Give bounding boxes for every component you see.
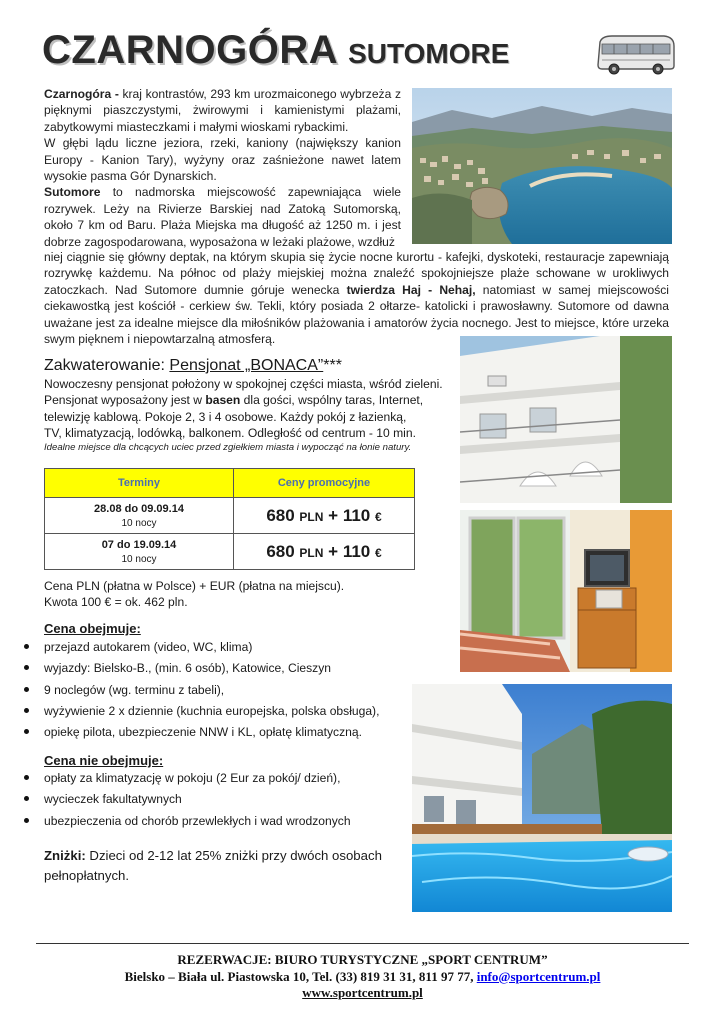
bullet-icon [24,729,29,734]
discounts-description: Dzieci od 2-12 lat 25% zniżki przy dwóch osobach pełnopłatnych. [44,848,382,883]
title-country: CZARNOGÓRA [42,28,339,72]
intro-country-text: kraj kontrastów, 293 km urozmaiconego wybrzeża z pięknymi piaszczystymi, żwirowymi i kamienistymi plażami, zabytkowymi miasteczkami i małymi wioskami rybackimi. [44,87,401,134]
list-item [22,813,402,834]
table-header-prices: Ceny promocyjne [234,469,415,498]
footer-divider [36,943,689,944]
pension-stars: *** [323,357,342,374]
accommodation-desc-line: Pensjonat wyposażony jest w [44,393,206,408]
accommodation-desc-line: TV, klimatyzacją, lodówką, balkonem. Odległość od centrum - 10 min. [44,426,416,441]
currency-rate-text: Kwota 100 € = ok. 462 pln. [44,595,188,610]
term-nights: 10 nocy [121,517,157,529]
pension-building-photo [460,336,672,503]
accommodation-description [44,376,454,442]
price-cell [234,534,415,570]
intro-fortress-label: twierdza Haj - Nehaj, [346,282,476,297]
bullet-icon [24,818,29,823]
price-includes-heading: Cena obejmuje: [44,621,141,636]
price-excludes-heading: Cena nie obejmuje: [44,753,164,768]
discounts-text [44,846,394,886]
term-dates: 07 do 19.09.14 [101,538,177,551]
intro-text [44,86,401,250]
page-title [42,28,602,78]
accommodation-desc-line: telewizję kablową. Pokoje 2, 3 i 4 osobowe. Każdy pokój z łazienką, [44,409,407,424]
bullet-icon [24,665,29,670]
currency-note [44,578,404,611]
price-eur: 110 [342,541,371,561]
list-item-text: wyżywienie 2 x dziennie (kuchnia europejska, polska obsługa), [44,703,380,718]
price-plus: + [328,541,339,561]
list-item [22,724,402,745]
list-item [22,770,402,791]
intro-country-label: Czarnogóra - [44,87,119,101]
currency-eur: € [375,509,382,524]
footer-address: Bielsko – Biała ul. Piastowska 10, Tel. (33) 819 31 31, 811 97 77, [124,968,477,984]
accommodation-desc-line: Nowoczesny pensjonat położony w spokojnej części miasta, wśród zieleni. [44,377,443,391]
list-item [22,703,402,724]
currency-pln: PLN [299,545,324,560]
price-eur: 110 [342,505,371,525]
sutomore-coast-photo [412,88,672,244]
accommodation-desc-line: dla gości, wspólny taras, Internet, [240,393,424,408]
list-item [22,791,402,812]
bus-icon [594,32,678,76]
accommodation-heading [44,357,342,375]
discounts-label: Zniżki: [44,848,86,863]
footer-email-link[interactable]: info@sportcentrum.pl [476,968,601,984]
bullet-icon [24,708,29,713]
room-interior-photo [460,510,672,672]
intro-continued-text [44,249,669,347]
pension-name: Pensjonat „BONACA” [169,357,324,374]
term-cell [45,534,234,570]
list-item-text: opiekę pilota, ubezpieczenie NNW i KL, opłatę klimatyczną. [44,725,362,740]
price-includes-list [22,639,402,745]
currency-payment-text: Cena PLN (płatna w Polsce) + EUR (płatna na miejscu). [44,579,345,593]
list-item-text: wycieczek fakultatywnych [44,792,182,807]
table-header-terms: Terminy [45,469,234,498]
accommodation-label: Zakwaterowanie: [44,357,170,374]
intro-town-text: to nadmorska miejscowość zapewniająca wiele rozrywek. Leży na Rivierze Barskiej nad Zatoką Sutomorską, około 7 km od Baru. Plaża Miejska ma długość aż 1250 m. i jest dobrze zagospodarowana, wyposażona w leżaki plażowe, wzdłuż [44,185,401,249]
intro-town-label: Sutomore [44,185,101,200]
list-item [22,639,402,660]
price-plus: + [328,505,339,525]
table-row [45,498,415,534]
list-item-text: ubezpieczenia od chorób przewlekłych i wad wrodzonych [44,813,351,828]
intro-promenade-text: niej ciągnie się główny deptak, na którym skupia się życie nocne kurortu - kafejki, dyskoteki, restauracje zapewniają rozrywkę każdemu. Na północ od plaży miejskiej można znaleźć spokojniejsze plaże schowane w urokliwych zatoczkach. Nad Sutomore dumnie góruje wenecka [44,250,669,297]
price-pln: 680 [266,505,295,525]
list-item-text: wyjazdy: Bielsko-B., (min. 6 osób), Katowice, Cieszyn [44,661,331,676]
list-item [22,660,402,681]
price-table [44,468,415,570]
term-dates: 28.08 do 09.09.14 [94,502,184,515]
pool-label: basen [205,393,241,408]
swimming-pool-photo [412,684,672,912]
table-row [45,534,415,570]
term-cell [45,498,234,534]
intro-church-text: natomiast w samej miejscowości ciekawostką jest kościół - cerkiew św. Tekli, który posiada 2 ołtarze- katolicki i prawosławny. Sutomore od dawna uważane jest za idealne miejsce dla miłośników plażowania i amatorów życia nocnego. Jest to miejsce, które urzeka swym pięknem i niepowtarzalną atmosferą. [44,282,669,347]
footer [36,952,689,1002]
bullet-icon [24,687,29,692]
currency-pln: PLN [299,509,324,524]
title-town: SUTOMORE [348,38,510,69]
price-excludes-list [22,770,402,834]
bullet-icon [24,796,29,801]
bullet-icon [24,775,29,780]
list-item-text: przejazd autokarem (video, WC, klima) [44,640,253,654]
footer-reservations: REZERWACJE: BIURO TURYSTYCZNE „SPORT CENTRUM” [177,952,548,967]
bullet-icon [24,644,29,649]
price-cell [234,498,415,534]
list-item-text: opłaty za klimatyzację w pokoju (2 Eur za pokój/ dzień), [44,771,341,785]
intro-inland-text: W głębi lądu liczne jeziora, rzeki, kaniony (największy kanion Europy - Kanion Tary), wyżyny oraz zaśnieżone nawet latem wysokie pasma Gór Dynarskich. [44,136,401,184]
list-item-text: 9 noclegów (wg. terminu z tabeli), [44,682,225,697]
price-pln: 680 [266,541,295,561]
footer-website-link[interactable]: www.sportcentrum.pl [302,985,423,1000]
accommodation-note: Idealne miejsce dla chcących uciec przed zgiełkiem miasta i wypocząć na łonie natury. [44,442,412,453]
term-nights: 10 nocy [121,553,157,565]
list-item [22,682,402,703]
currency-eur: € [375,545,382,560]
